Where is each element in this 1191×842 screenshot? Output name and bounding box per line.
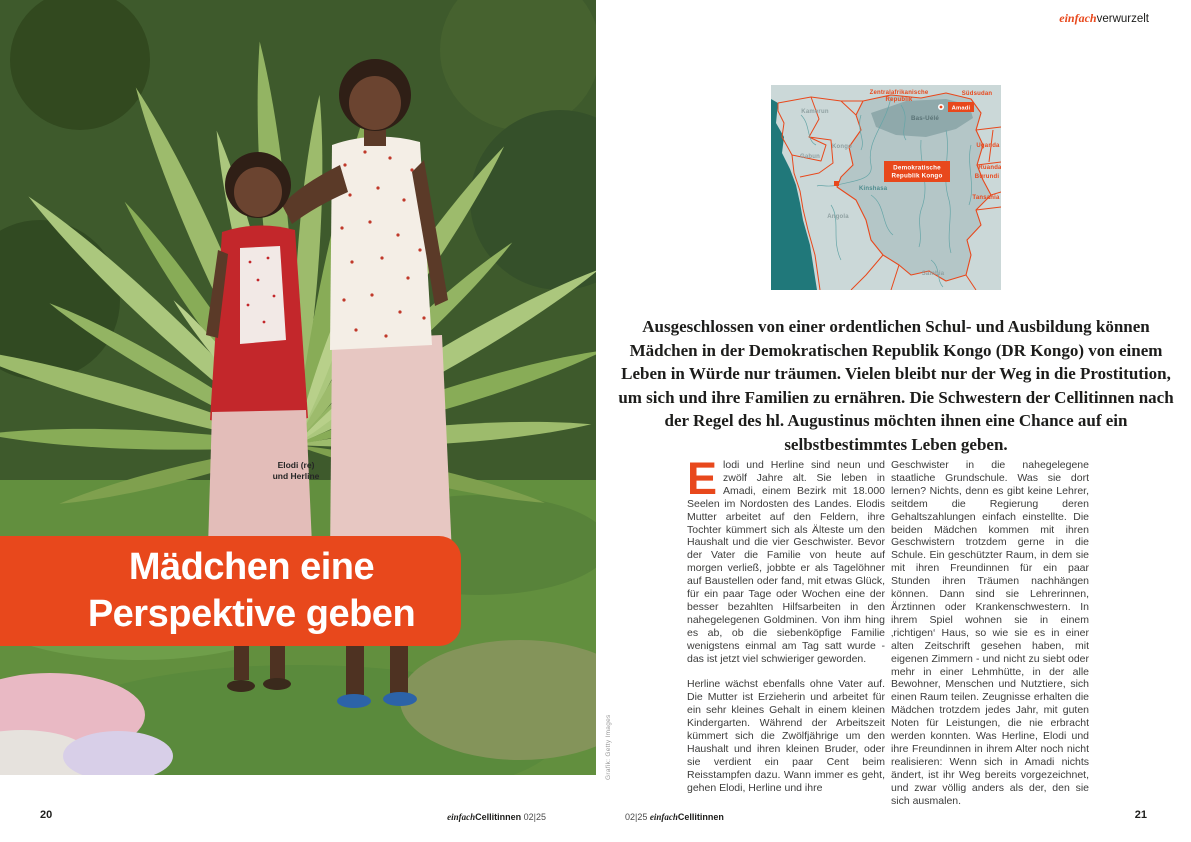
page-right xyxy=(596,0,1191,842)
footer-brand-bold: Cellitinnen xyxy=(475,812,522,822)
footer-brand-italic: einfach xyxy=(447,812,476,822)
article-paragraph-3: Geschwister in die nahegelegene staatliche Grundschule. Was sie dort lernen? Nichts, denn es gibt keine Lehrer, seitdem die Regierung deren Gehaltszahlungen einfach einstellte. Die beiden Mädchen kommen mit ihren Geschwistern trotzdem gerne in die Schule. Ein geschützter Raum, in dem sie mit ihren Freundinnen für ein paar Stunden ihren Träumen nachhängen können. Dann sind sie Lehrerinnen, Ärztinnen oder Krankenschwestern. In ihrem Spiel wohnen sie in einem ‚richtigen‘ Haus, so wie sie es in einer alten Zeitschrift gesehen haben, mit eigenen Zimmern - und nicht zu siebt oder mehr in einer Lehmhütte, in der alle Bewohner, Menschen und Nutztiere, sich einen Raum teilen. Zeugnisse erhalten die Mädchen trotzdem jedes Jahr, mit guten Noten für Leistungen, die nie erbracht werden konnten. Was Herline, Elodi und ihre Freundinnen in ihrem Alter noch nicht realisieren: Wenn sich in Amadi nichts ändert, ist ihr Weg bereits vorgezeichnet, und zwar völlig anders als der, den sie sich ausmalen. xyxy=(891,459,1089,807)
map-label-angola: Angola xyxy=(827,214,849,220)
map-label-ruanda: Ruanda xyxy=(978,165,1001,171)
map-label-kamerun: Kamerun xyxy=(801,109,829,115)
footer-brand-italic-right: einfach xyxy=(649,812,678,822)
footer-issue-right: 02|25 xyxy=(625,812,648,822)
map-label-sambia: Sambia xyxy=(921,271,945,277)
map-label-tansania: Tansania xyxy=(972,195,1000,201)
map-illustration xyxy=(771,85,1001,290)
masthead xyxy=(1059,11,1149,26)
footer-issue: 02|25 xyxy=(523,812,546,822)
article-paragraph-2: Herline wächst ebenfalls ohne Vater auf. Die Mutter ist Erzieherin und arbeitet für ein sehr kleines Gehalt in einem kleinen Kindergarten. Während der Arbeitszeit kümmert sich die Zwölfjährige um den Haushalt und ihren kleinen Bruder, oder sie verdient ein paar Cent beim Reisstampfen dazu. Wann immer es geht, gehen Elodi, Herline und ihre xyxy=(687,678,885,794)
article-column-2 xyxy=(891,459,1089,820)
headline-line2: Perspektive geben xyxy=(87,593,416,635)
page-number-right: 21 xyxy=(1134,809,1147,821)
map-credit: Grafik: Getty Images xyxy=(605,714,612,780)
dropcap: E xyxy=(687,453,718,504)
article-column-1 xyxy=(687,453,885,807)
footer-brand-left xyxy=(430,812,546,822)
article-paragraph-1-text: lodi und Herline sind neun und zwölf Jahre alt. Sie leben in Amadi, einem Bezirk mit 18.000 Seelen im Nordosten des Landes. Elodis Mutter arbeitet auf den Feldern, ihre Tochter kümmert sich als Älteste um den Haushalt und die vier Geschwister. Bevor der Vater die Familie von heute auf morgen verließ, jobbte er als Tagelöhner auf Baustellen oder fand, mit etwas Glück, für ein paar Tage oder Wochen eine der besser bezahlten Hilfsarbeiten in den nahegelegenen Goldminen. Von ihm hing es ab, ob die siebenköpfige Familie wenigstens einmal am Tag satt wurde - das ist jetzt viel schwieriger geworden. xyxy=(687,459,885,665)
masthead-brand-italic: einfach xyxy=(1059,11,1097,25)
map-amadi-marker-dot xyxy=(940,106,943,109)
map-label-kongo: Kongo xyxy=(832,144,852,150)
map-label-car-2: Republik xyxy=(885,97,913,103)
masthead-brand-rest: verwurzelt xyxy=(1096,13,1149,25)
article-photo xyxy=(0,0,596,775)
map-label-drc-2: Republik Kongo xyxy=(891,172,943,180)
intro-paragraph: Ausgeschlossen von einer ordentlichen Schul- und Ausbildung können Mädchen in der Demokratischen Republik Kongo (DR Kongo) von einem Leben in Würde nur träumen. Vielen bleibt nur der Weg in die Prostitution, um sich und ihre Familien zu ernähren. Die Schwestern der Cellitinnen nach der Regel des hl. Augustinus möchten ihnen eine Chance auf ein selbstbestimmtes Leben geben. xyxy=(618,317,1174,454)
map-label-kinshasa: Kinshasa xyxy=(859,186,888,192)
footer-brand-right xyxy=(625,812,724,822)
article-paragraph-1 xyxy=(687,453,885,666)
map-label-car-1: Zentralafrikanische xyxy=(869,90,929,96)
page-number-left: 20 xyxy=(40,809,53,821)
map-label-drc-1: Demokratische xyxy=(893,164,941,172)
map-label-uganda: Uganda xyxy=(976,143,1000,149)
map-label-burundi: Burundi xyxy=(974,174,1000,180)
headline-line1: Mädchen eine xyxy=(128,546,375,588)
photo-illustration xyxy=(0,0,596,775)
footer-brand-bold-right: Cellitinnen xyxy=(677,812,724,822)
photo-caption-line2: und Herline xyxy=(272,471,320,481)
map-label-bas-uele: Bas-Uélé xyxy=(910,115,940,122)
map-kinshasa-marker xyxy=(834,181,839,186)
map-label-gabun: Gabun xyxy=(800,154,820,160)
photo-caption xyxy=(252,460,340,482)
map-label-amadi: Amadi xyxy=(951,105,971,112)
photo-caption-line1: Elodi (re) xyxy=(277,460,315,470)
congo-map xyxy=(771,85,1001,290)
headline-banner xyxy=(0,536,461,646)
map-label-suedsudan: Südsudan xyxy=(961,91,993,97)
